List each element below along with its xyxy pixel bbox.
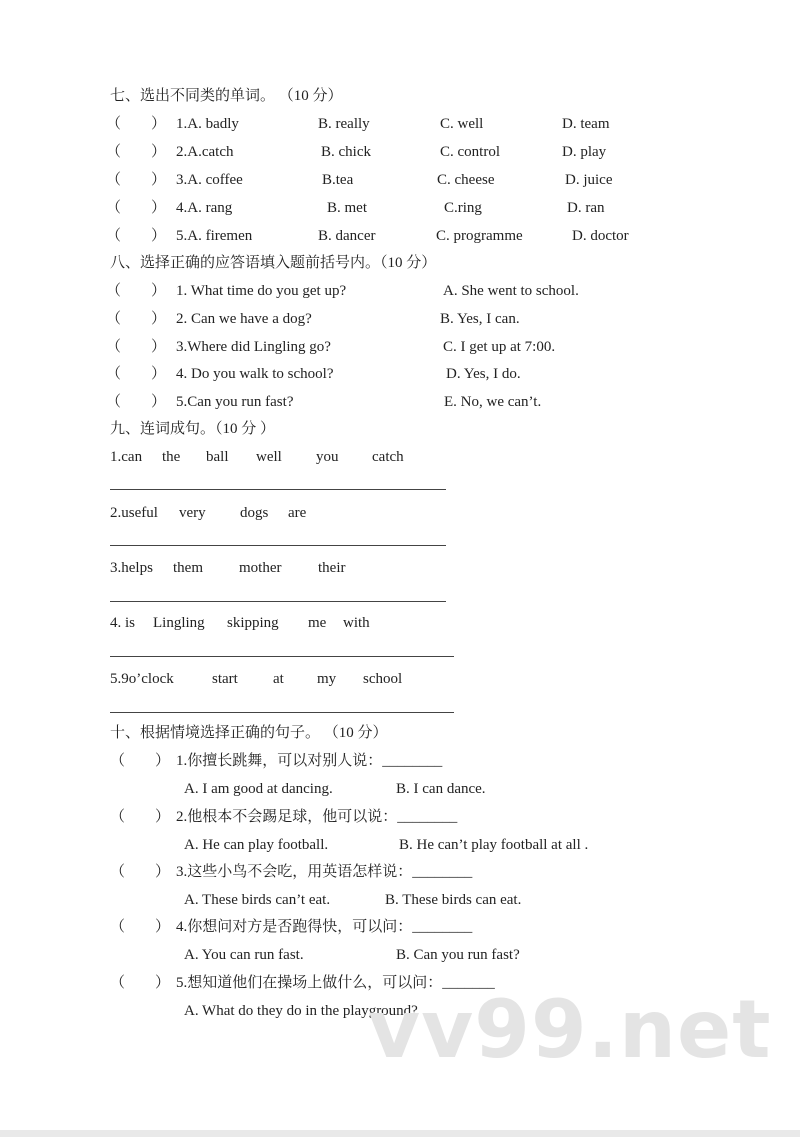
word: mother <box>239 560 282 576</box>
word: them <box>173 560 203 576</box>
word: my <box>317 671 337 687</box>
question-text: 5.Can you run fast? <box>176 394 294 410</box>
option-a: 4.A. rang <box>176 200 233 216</box>
question-text: 1.你擅长跳舞，可以对别人说：________ <box>176 753 443 769</box>
option-b: B. really <box>318 116 370 132</box>
option-a: A. You can run fast. <box>184 947 304 963</box>
option-a: A. I am good at dancing. <box>184 781 333 797</box>
answer-paren[interactable]: （ ） <box>110 975 171 991</box>
option-b: B. met <box>327 200 367 216</box>
option-a: A. These birds can’t eat. <box>184 892 331 908</box>
section-9-title: 九、连词成句。（10 分 ） <box>110 421 276 437</box>
word: you <box>316 449 339 465</box>
question-text: 4. Do you walk to school? <box>176 366 334 382</box>
word: the <box>162 449 181 465</box>
word: skipping <box>227 615 279 631</box>
option-b: B. I can dance. <box>396 781 486 797</box>
question-text: 3.Where did Lingling go? <box>176 339 331 355</box>
option-c: C. well <box>440 116 484 132</box>
word: their <box>318 560 346 576</box>
word: school <box>363 671 403 687</box>
option-a: A. What do they do in the playground? <box>184 1003 418 1019</box>
option-c: C. programme <box>436 228 523 244</box>
option-a: 5.A. firemen <box>176 228 253 244</box>
option-b: B. dancer <box>318 228 376 244</box>
word: dogs <box>240 505 269 521</box>
question-text: 5.想知道他们在操场上做什么，可以问：_______ <box>176 975 495 991</box>
answer-paren[interactable]: （ ） <box>110 919 171 935</box>
option-d: D. ran <box>567 200 605 216</box>
question-text: 2. Can we have a dog? <box>176 311 312 327</box>
word: with <box>343 615 370 631</box>
answer-paren[interactable]: （ ） <box>106 172 167 188</box>
question-text: 4.你想问对方是否跑得快，可以问：________ <box>176 919 473 935</box>
option-b: B. chick <box>321 144 371 160</box>
word: well <box>256 449 282 465</box>
section-10-title: 十、根据情境选择正确的句子。 （10 分） <box>110 725 388 741</box>
answer-line[interactable] <box>110 601 446 602</box>
word: 2.useful <box>110 505 158 521</box>
option-a: 2.A.catch <box>176 144 234 160</box>
option-d: D. play <box>562 144 607 160</box>
response-option: A. She went to school. <box>443 283 579 299</box>
answer-paren[interactable]: （ ） <box>110 864 171 880</box>
option-d: D. juice <box>565 172 613 188</box>
option-b: B. These birds can eat. <box>385 892 522 908</box>
answer-paren[interactable]: （ ） <box>110 809 171 825</box>
answer-paren[interactable]: （ ） <box>106 339 167 355</box>
answer-paren[interactable]: （ ） <box>106 228 167 244</box>
response-option: D. Yes, I do. <box>446 366 521 382</box>
response-option: C. I get up at 7:00. <box>443 339 556 355</box>
word: me <box>308 615 327 631</box>
watermark-logo: vv99.net <box>368 983 772 1076</box>
word: Lingling <box>153 615 205 631</box>
option-d: D. team <box>562 116 610 132</box>
option-a: 1.A. badly <box>176 116 239 132</box>
word: 1.can <box>110 449 143 465</box>
option-b: B. Can you run fast? <box>396 947 520 963</box>
word: ball <box>206 449 229 465</box>
response-option: B. Yes, I can. <box>440 311 520 327</box>
option-c: C. control <box>440 144 500 160</box>
option-b: B. He can’t play football at all . <box>399 837 589 853</box>
word: 4. is <box>110 615 136 631</box>
word: 5.9o’clock <box>110 671 174 687</box>
answer-paren[interactable]: （ ） <box>106 311 167 327</box>
option-c: C.ring <box>444 200 482 216</box>
word: start <box>212 671 238 687</box>
answer-line[interactable] <box>110 489 446 490</box>
question-text: 2.他根本不会踢足球，他可以说：________ <box>176 809 458 825</box>
option-c: C. cheese <box>437 172 495 188</box>
option-d: D. doctor <box>572 228 629 244</box>
section-7-title: 七、选出不同类的单词。 （10 分） <box>110 88 343 104</box>
word: at <box>273 671 284 687</box>
answer-paren[interactable]: （ ） <box>106 366 167 382</box>
answer-paren[interactable]: （ ） <box>106 200 167 216</box>
option-b: B.tea <box>322 172 354 188</box>
answer-paren[interactable]: （ ） <box>106 144 167 160</box>
answer-line[interactable] <box>110 712 454 713</box>
question-text: 1. What time do you get up? <box>176 283 347 299</box>
answer-line[interactable] <box>110 545 446 546</box>
option-a: 3.A. coffee <box>176 172 243 188</box>
answer-paren[interactable]: （ ） <box>110 753 171 769</box>
word: are <box>288 505 307 521</box>
response-option: E. No, we can’t. <box>444 394 542 410</box>
question-text: 3.这些小鸟不会吃，用英语怎样说：________ <box>176 864 473 880</box>
word: 3.helps <box>110 560 153 576</box>
option-a: A. He can play football. <box>184 837 329 853</box>
word: very <box>179 505 206 521</box>
answer-paren[interactable]: （ ） <box>106 116 167 132</box>
word: catch <box>372 449 404 465</box>
section-8-title: 八、选择正确的应答语填入题前括号内。（10 分） <box>110 255 437 271</box>
answer-line[interactable] <box>110 656 454 657</box>
answer-paren[interactable]: （ ） <box>106 394 167 410</box>
answer-paren[interactable]: （ ） <box>106 283 167 299</box>
